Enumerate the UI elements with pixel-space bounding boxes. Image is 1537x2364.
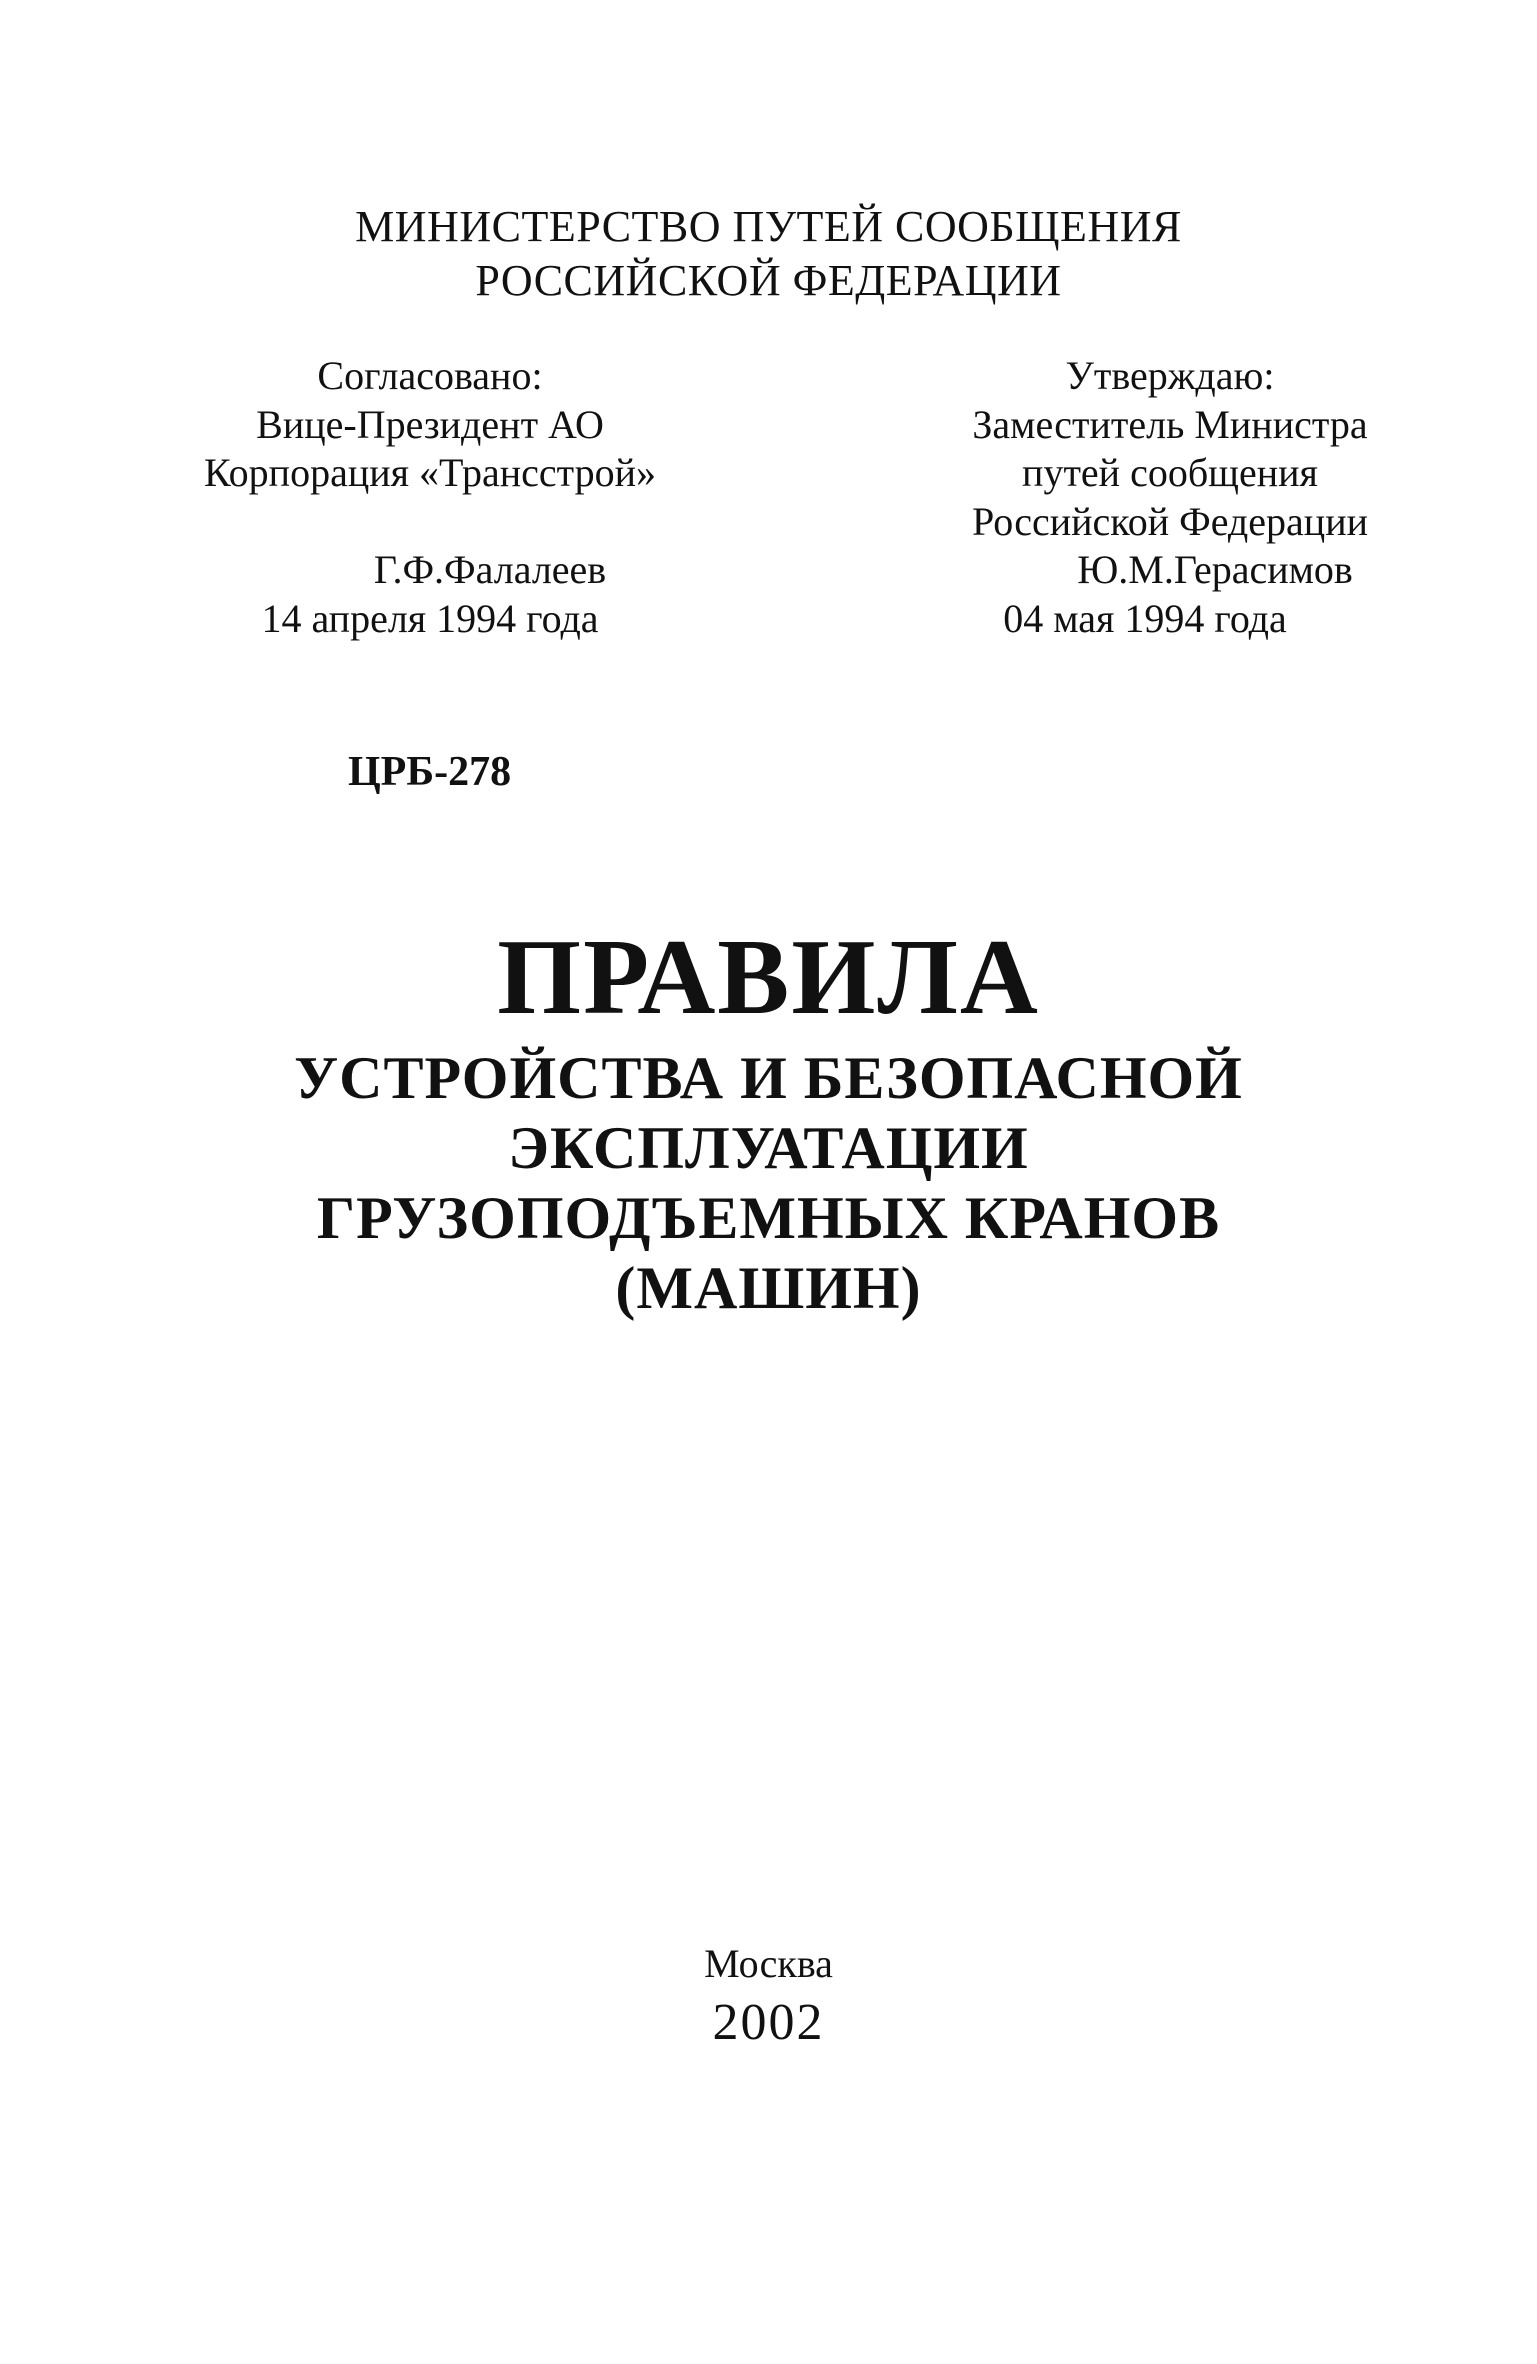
approved-block	[880, 352, 1460, 643]
approved-position-line-1: Заместитель Министра	[972, 401, 1368, 447]
agreed-block	[150, 352, 710, 643]
document-title: ПРАВИЛА	[497, 918, 1040, 1037]
imprint-city: Москва	[704, 1941, 833, 1986]
ministry-header	[0, 200, 1537, 308]
subtitle-line-3: ГРУЗОПОДЪЕМНЫХ КРАНОВ	[316, 1185, 1221, 1251]
agreed-signatory: Г.Ф.Фалалеев	[373, 547, 607, 592]
approved-signatory: Ю.М.Герасимов	[1077, 547, 1353, 592]
subtitle-line-2: ЭКСПЛУАТАЦИИ	[508, 1115, 1029, 1181]
subtitle-line-1: УСТРОЙСТВА И БЕЗОПАСНОЙ	[294, 1045, 1243, 1111]
approved-heading: Утверждаю:	[1065, 353, 1275, 398]
agreed-heading: Согласовано:	[317, 353, 543, 398]
agreed-date: 14 апреля 1994 года	[261, 595, 599, 641]
ministry-line-1: МИНИСТЕРСТВО ПУТЕЙ СООБЩЕНИЯ	[355, 202, 1182, 251]
approved-position-line-2: путей сообщения	[1022, 450, 1318, 495]
approved-position-line-3: Российской Федерации	[971, 498, 1369, 544]
imprint-year: 2002	[712, 1994, 825, 2051]
document-subtitle	[0, 1043, 1537, 1323]
approved-date: 04 мая 1994 года	[1003, 595, 1287, 641]
subtitle-line-4: (МАШИН)	[615, 1255, 922, 1321]
agreed-spacer	[150, 498, 710, 547]
document-code: ЦРБ-278	[348, 749, 512, 795]
ministry-line-2: РОССИЙСКОЙ ФЕДЕРАЦИИ	[475, 256, 1062, 305]
agreed-organization: Корпорация «Трансстрой»	[203, 450, 656, 495]
agreed-position: Вице-Президент АО	[256, 401, 604, 447]
